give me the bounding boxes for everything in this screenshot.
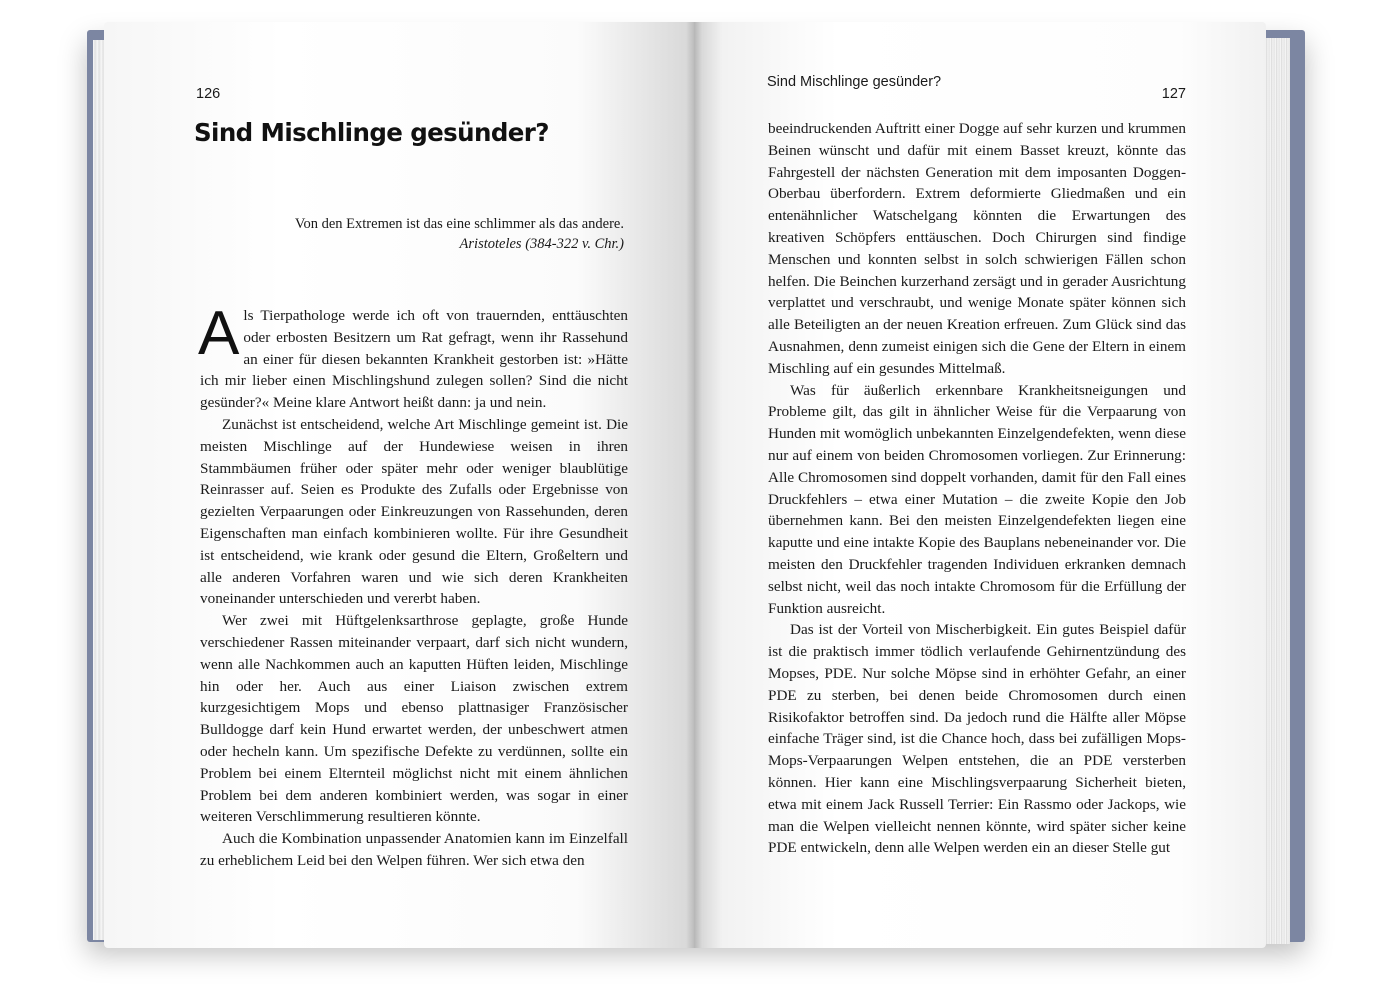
left-page-body <box>198 299 628 872</box>
paragraph-text: ls Tierpathologe werde ich oft von trauernden, enttäuschten oder erbosten Besitzern um Rat gefragt, wenn ihr Rassehund an einer für diesen bekannten Krankheit gestorben ist: »Hätte ich mir lieber einen Mischlingshund zulegen sollen? Sind die nicht gesünder?« Meine klare Antwort heißt dann: ja und nein. <box>200 307 628 412</box>
paragraph: Was für äußerlich erkennbare Krankheitsneigungen und Probleme gilt, das gilt in ähnlicher Weise für die Verpaarung von Hunden mit womöglich unbekannten Einzelgendefekten, wenn diese nur auf einem von beiden Chromosomen vorliegen. Zur Erinnerung: Alle Chromosomen sind doppelt vorhanden, damit für den Fall eines Druckfehlers – etwa einer Mutation – die zweite Kopie den Job übernehmen kann. Bei den meisten Einzelgendefekten liegen eine kaputte und eine intakte Kopie des Bauplans nebeneinander vor. Die meisten den Druckfehler tragenden Individuen erkranken demnach selbst nicht, weil das noch intakte Chromosom für die Erfüllung der Funktion ausreicht. <box>768 381 1186 617</box>
paragraph <box>198 299 628 414</box>
paragraph: Auch die Kombination unpassender Anatomien kann im Einzelfall zu erheblichem Leid bei den Welpen führen. Wer sich etwa den <box>200 830 628 869</box>
book-gutter <box>686 22 702 948</box>
paragraph: Wer zwei mit Hüftgelenksarthrose geplagte, große Hunde verschiedener Rassen miteinander verpaart, darf sich nicht wundern, wenn alle Nachkommen auch an kaputten Hüften leiden, Mischlinge hin oder her. Auch aus einer Liaison zwischen extrem kurzgesichtigem Mops und ebenso plattnasiger Französischer Bulldogge darf kein Hund erwartet werden, der unbeschwert atmen oder hecheln kann. Um spezifische Defekte zu verdünnen, sollte ein Problem bei einem Elternteil möglichst nicht mit einem ähnlichen Problem bei dem anderen kombiniert werden, was sogar in einer weiteren Verschlimmerung resultieren könnte. <box>200 612 628 826</box>
epigraph-author: Aristoteles (384-322 v. Chr.) <box>459 236 624 252</box>
paragraph: Das ist der Vorteil von Mischerbigkeit. Ein gutes Beispiel dafür ist die praktisch immer tödlich verlaufende Gehirnentzündung des Mopses, PDE. Nur solche Möpse sind in erhöhter Gefahr, an einer PDE zu sterben, bei denen beide Chromosomen durch einen Risikofaktor betroffen sind. Da jedoch rund die Hälfte aller Möpse einfache Träger sind, ist die Chance hoch, dass bei zufälligen Mops-Mops-Verpaarungen Welpen entstehen, die an PDE versterben können. Hier kann eine Mischlingsverpaarung Sicherheit bieten, etwa mit einem Jack Russell Terrier: Ein Rassmo oder Jackops, wie man die Welpen vielleicht nennen könnte, wird später sicher keine PDE entwickeln, denn alle Welpen werden ein an dieser Stelle gut <box>768 621 1186 857</box>
paragraph: Zunächst ist entscheidend, welche Art Mischlinge gemeint ist. Die meisten Mischlinge auf der Hundewiese weisen in ihren Stammbäumen früher oder später mehr oder weniger blaublütige Reinrasser auf. Seien es Produkte des Zufalls oder Ergebnisse von gezielten Verpaarungen oder Einkreuzungen von Rassehunden, deren Eigenschaften man einfach kombinieren wollte. Für ihre Gesundheit ist entscheidend, wie krank oder gesund die Eltern, Großeltern und alle anderen Vorfahren waren und wie sich deren Krankheiten voneinander unterschieden und vererbt haben. <box>200 415 628 608</box>
left-page <box>104 22 696 948</box>
right-page-body <box>768 118 1186 859</box>
epigraph <box>295 214 624 254</box>
page-number-right: 127 <box>1161 86 1186 102</box>
running-head: Sind Mischlinge gesünder? <box>767 74 942 90</box>
right-page <box>694 22 1266 948</box>
drop-cap: A <box>198 299 240 368</box>
chapter-title: Sind Mischlinge gesünder? <box>194 118 549 147</box>
page-number-left: 126 <box>196 86 221 102</box>
epigraph-quote: Von den Extremen ist das eine schlimmer als das andere. <box>294 216 624 232</box>
paragraph: beeindruckenden Auftritt einer Dogge auf sehr kurzen und krummen Beinen wünscht und dafür mit einem Basset kreuzt, könnte das Fahrgestell der nächsten Generation mit dem imposanten Doggen-Oberbau überfordern. Extrem deformierte Gliedmaßen und ein entenähnlicher Watschelgang könnten die Erwartungen des kreativen Schöpfers enttäuschen. Doch Chirurgen sind findige Menschen und konnten selbst in solch schwierigen Fällen schon helfen. Die Beinchen kurzerhand zersägt und in gerader Ausrichtung verplattet und verschraubt, und wenige Monate später können sich alle Beteiligten an der neuen Kreation erfreuen. Zum Glück sind das Ausnahmen, denn zumeist einigen sich die Gene der Eltern in einem Mischling auf ein gesundes Mittelmaß. <box>768 120 1186 377</box>
